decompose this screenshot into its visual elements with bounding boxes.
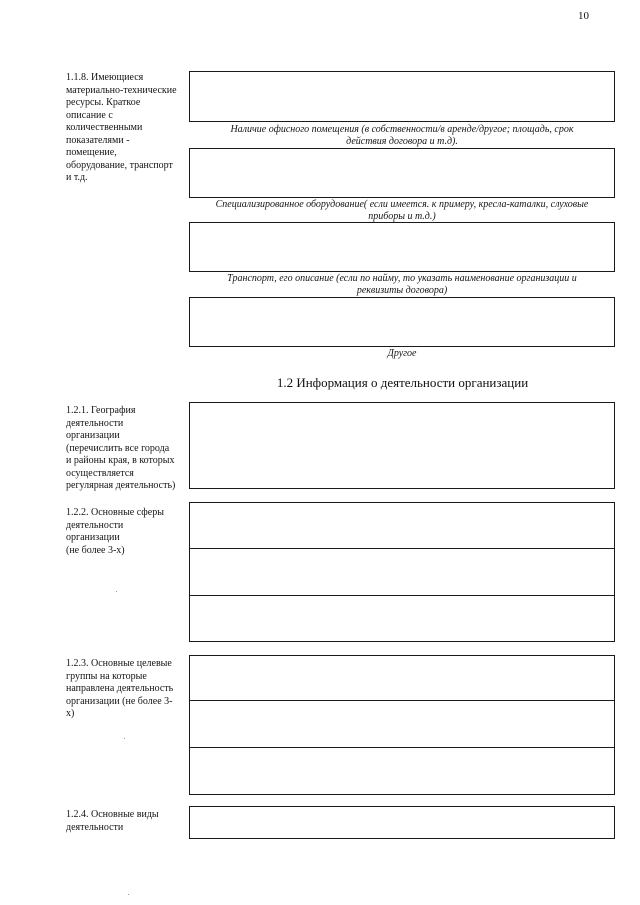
spheres-row-divider [190, 548, 614, 549]
spheres-table [189, 502, 615, 642]
transport-field[interactable] [189, 222, 615, 272]
office-premises-caption: Наличие офисного помещения (в собственности/в аренде/другое; площадь, срок действия договора и т.д). [230, 124, 574, 147]
target-groups-table [189, 655, 615, 795]
equipment-caption: Специализированное оборудование( если имеется. к примеру, кресла-каталки, слуховые приборы и т.д.) [215, 199, 589, 222]
office-premises-field[interactable] [189, 71, 615, 122]
activities-label: 1.2.4. Основные виды деятельности [66, 809, 159, 833]
target-groups-row-divider [190, 700, 614, 701]
other-caption: Другое [387, 348, 417, 359]
geography-field[interactable] [189, 402, 615, 489]
geography-label: 1.2.1. География деятельности организации (перечислить все города и районы края, в которых осуществляется регулярная деятельность) [66, 405, 176, 491]
target-groups-label: 1.2.3. Основные целевые группы на которые направлена деятельность организации (не более 3- х) [66, 658, 174, 719]
spheres-label: 1.2.2. Основные сферы деятельности организации (не более 3-х) [66, 507, 164, 556]
scan-speck [128, 894, 129, 895]
section-heading: 1.2 Информация о деятельности организации [276, 375, 529, 390]
equipment-field[interactable] [189, 148, 615, 198]
scan-speck [116, 591, 117, 592]
scan-speck [124, 738, 125, 739]
resources-label: 1.1.8. Имеющиеся материально-технические ресурсы. Краткое описание с количественными показателями - помещение, оборудование, транспорт и т.д. [66, 72, 177, 183]
page-number: 10 [578, 10, 589, 22]
spheres-row-divider [190, 595, 614, 596]
target-groups-row-divider [190, 747, 614, 748]
transport-caption: Транспорт, его описание (если по найму, то указать наименование организации и реквизиты договора) [227, 273, 577, 296]
activities-field[interactable] [189, 806, 615, 839]
other-field[interactable] [189, 297, 615, 347]
